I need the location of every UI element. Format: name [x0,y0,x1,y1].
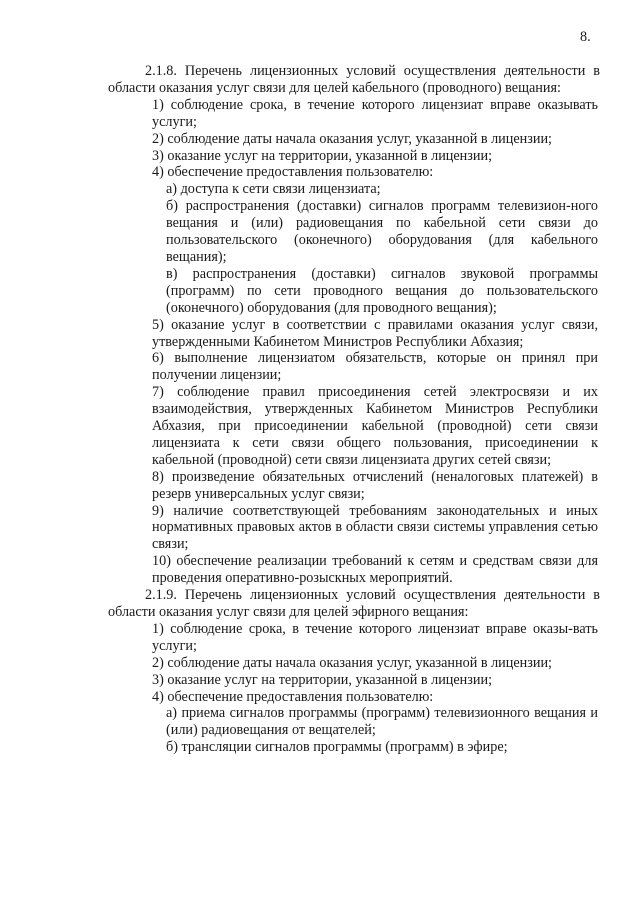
list-item: 8) произведение обязательных отчислений (неналоговых платежей) в резерв универсальных услуг связи; [152,468,598,502]
list-item: 1) соблюдение срока, в течение которого лицензиат вправе оказывать услуги; [152,96,598,130]
list-item: 2) соблюдение даты начала оказания услуг, указанной в лицензии; [152,654,552,671]
list-item: 4) обеспечение предоставления пользователю: [152,164,434,181]
section-2-1-9-heading: 2.1.9. Перечень лицензионных условий осуществления деятельности в области оказания услуг связи для целей эфирного вещания: [108,587,600,620]
sub-list-item: б) распространения (доставки) сигналов программ телевизион-ного вещания и (или) радиовещания по кабельной сети связи до пользовательского (оконечного) оборудования (для кабельного вещания); [166,198,598,265]
list-item: 3) оказание услуг на территории, указанной в лицензии; [152,671,493,688]
sub-list-item: б) трансляции сигналов программы (программ) в эфире; [166,739,508,756]
sub-list-item: а) приема сигналов программы (программ) телевизионного вещания и (или) радиовещания от вещателей; [166,705,598,739]
sub-list-item: в) распространения (доставки) сигналов звуковой программы (программ) по сети проводного вещания до пользовательского (оконечного) оборудования (для проводного вещания); [166,265,598,316]
list-item: 1) соблюдение срока, в течение которого лицензиат вправе оказы-вать услуги; [152,620,598,654]
document-body [0,63,640,756]
list-item: 5) оказание услуг в соответствии с правилами оказания услуг связи, утвержденными Кабинетом Министров Республики Абхазия; [152,316,598,350]
list-item: 3) оказание услуг на территории, указанной в лицензии; [152,147,493,164]
list-item: 6) выполнение лицензиатом обязательств, которые он принял при получении лицензии; [152,350,598,384]
list-item: 2) соблюдение даты начала оказания услуг, указанной в лицензии; [152,130,552,147]
section-2-1-8-heading: 2.1.8. Перечень лицензионных условий осуществления деятельности в области оказания услуг связи для целей кабельного (проводного) вещания: [108,63,600,96]
list-item: 10) обеспечение реализации требований к сетям и средствам связи для проведения оперативно-розыскных мероприятий. [152,553,598,587]
sub-list-item: а) доступа к сети связи лицензиата; [166,181,381,198]
page-number: 8. [580,29,591,45]
list-item: 9) наличие соответствующей требованиям законодательных и иных нормативных правовых актов в области связи системы управления сетью связи; [152,502,598,553]
list-item: 4) обеспечение предоставления пользователю: [152,688,434,705]
list-item: 7) соблюдение правил присоединения сетей электросвязи и их взаимодействия, утвержденных Кабинетом Министров Республики Абхазия, при присоединении кабельной (проводной) сети связи лицензиата к сети связи общего пользования, присоединении к кабельной (проводной) сети связи лицензиата других сетей связи; [152,384,598,468]
